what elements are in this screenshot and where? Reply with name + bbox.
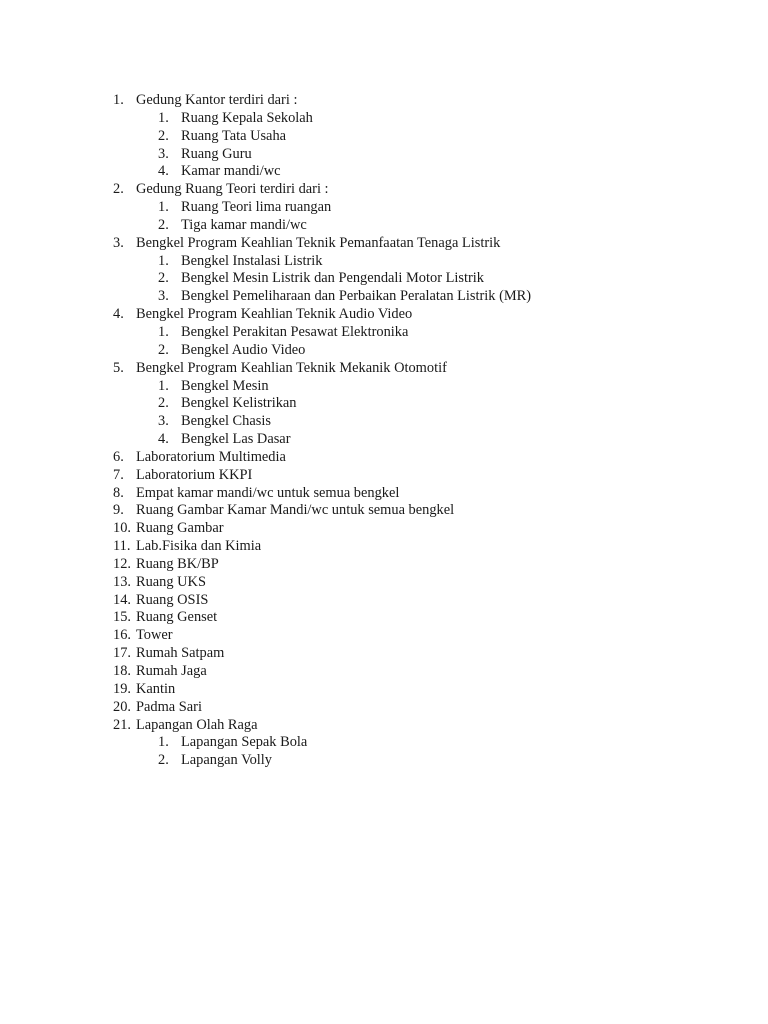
- list-number: 16.: [113, 627, 131, 644]
- list-item: [0, 306, 768, 324]
- sub-list-item: [0, 253, 768, 271]
- list-item-text: Bengkel Program Keahlian Teknik Audio Video: [136, 306, 413, 323]
- list-number: 18.: [113, 663, 131, 679]
- list-item-text: Ruang Genset: [136, 609, 218, 626]
- list-item-text: Lab.Fisika dan Kimia: [136, 538, 262, 555]
- sub-list-item: [0, 324, 768, 342]
- list-item-text: Bengkel Program Keahlian Teknik Mekanik Otomotif: [136, 359, 447, 376]
- list-item: [0, 681, 768, 699]
- list-number: 5.: [113, 359, 124, 376]
- list-item-text: Ruang Teori lima ruangan: [181, 199, 332, 216]
- list-item-text: Rumah Jaga: [136, 663, 207, 679]
- list-number: 10.: [113, 520, 131, 537]
- list-item-text: Ruang Guru: [181, 145, 252, 162]
- list-number: 11.: [113, 538, 131, 555]
- list-number: 1.: [158, 109, 169, 126]
- list-number: 2.: [158, 341, 169, 358]
- list-item: [0, 485, 768, 503]
- list-number: 1.: [158, 252, 169, 269]
- list-number: 15.: [113, 609, 131, 626]
- sub-list-item: [0, 413, 768, 431]
- list-item: [0, 556, 768, 574]
- sub-list-item: [0, 431, 768, 449]
- list-item-text: Bengkel Instalasi Listrik: [181, 252, 323, 269]
- list-number: 2.: [158, 395, 169, 412]
- sub-list-item: [0, 342, 768, 360]
- sub-list-item: [0, 395, 768, 413]
- list-item: [0, 467, 768, 485]
- list-item-text: Tiga kamar mandi/wc: [181, 216, 307, 233]
- list-item: [0, 663, 768, 681]
- list-item-text: Bengkel Audio Video: [181, 341, 306, 358]
- list-item: [0, 235, 768, 253]
- list-number: 3.: [158, 145, 169, 162]
- document-page: [0, 92, 768, 770]
- list-number: 8.: [113, 484, 124, 501]
- list-number: 3.: [113, 234, 124, 251]
- sub-list-item: [0, 163, 768, 181]
- list-item: [0, 645, 768, 663]
- list-item-text: Bengkel Chasis: [181, 413, 271, 430]
- list-item-text: Laboratorium Multimedia: [136, 448, 286, 465]
- sub-list-item: [0, 288, 768, 306]
- list-number: 17.: [113, 645, 131, 662]
- list-item: [0, 699, 768, 717]
- list-number: 1.: [113, 92, 124, 108]
- facility-list: [0, 92, 768, 770]
- list-item: [0, 92, 768, 110]
- list-number: 20.: [113, 698, 131, 715]
- list-number: 19.: [113, 680, 131, 697]
- list-item-text: Ruang BK/BP: [136, 555, 219, 572]
- list-item: [0, 574, 768, 592]
- sub-list-item: [0, 146, 768, 164]
- list-number: 14.: [113, 591, 131, 608]
- list-item: [0, 627, 768, 645]
- list-item-text: Bengkel Perakitan Pesawat Elektronika: [181, 323, 409, 340]
- list-item: [0, 360, 768, 378]
- list-number: 2.: [158, 270, 169, 287]
- sub-list-item: [0, 128, 768, 146]
- list-item-text: Ruang UKS: [136, 573, 206, 590]
- sub-list-item: [0, 199, 768, 217]
- list-item-text: Rumah Satpam: [136, 645, 225, 662]
- list-item-text: Gedung Ruang Teori terdiri dari :: [136, 181, 329, 198]
- sub-list-item: [0, 270, 768, 288]
- list-item-text: Lapangan Volly: [181, 752, 272, 769]
- list-number: 2.: [158, 752, 169, 769]
- list-item-text: Bengkel Las Dasar: [181, 431, 291, 448]
- sub-list-item: [0, 110, 768, 128]
- list-item-text: Ruang Tata Usaha: [181, 127, 287, 144]
- list-item-text: Empat kamar mandi/wc untuk semua bengkel: [136, 484, 400, 501]
- list-item-text: Ruang Gambar Kamar Mandi/wc untuk semua bengkel: [136, 502, 455, 519]
- list-item-text: Kamar mandi/wc: [181, 163, 281, 180]
- list-item-text: Bengkel Kelistrikan: [181, 395, 297, 412]
- sub-list-item: [0, 752, 768, 770]
- sub-list-item: [0, 734, 768, 752]
- list-number: 4.: [158, 431, 169, 448]
- list-item: [0, 717, 768, 735]
- list-number: 12.: [113, 555, 131, 572]
- list-number: 4.: [158, 163, 169, 180]
- list-item-text: Ruang Kepala Sekolah: [181, 109, 313, 126]
- list-number: 3.: [158, 413, 169, 430]
- list-number: 1.: [158, 323, 169, 340]
- list-item: [0, 592, 768, 610]
- list-number: 13.: [113, 573, 131, 590]
- list-number: 1.: [158, 199, 169, 216]
- list-number: 9.: [113, 502, 124, 519]
- sub-list-item: [0, 217, 768, 235]
- list-item-text: Tower: [136, 627, 173, 644]
- list-item-text: Ruang OSIS: [136, 591, 209, 608]
- list-number: 4.: [113, 306, 124, 323]
- list-number: 1.: [158, 734, 169, 751]
- list-item-text: Ruang Gambar: [136, 520, 224, 537]
- list-number: 6.: [113, 448, 124, 465]
- list-number: 3.: [158, 288, 169, 305]
- list-item-text: Bengkel Mesin Listrik dan Pengendali Motor Listrik: [181, 270, 484, 287]
- list-item: [0, 449, 768, 467]
- list-number: 7.: [113, 466, 124, 483]
- list-item-text: Gedung Kantor terdiri dari :: [136, 92, 298, 108]
- list-item-text: Bengkel Pemeliharaan dan Perbaikan Peralatan Listrik (MR): [181, 288, 532, 305]
- list-item: [0, 181, 768, 199]
- list-item-text: Laboratorium KKPI: [136, 466, 253, 483]
- list-item-text: Padma Sari: [136, 698, 202, 715]
- list-item: [0, 502, 768, 520]
- list-item: [0, 538, 768, 556]
- list-number: 21.: [113, 716, 131, 733]
- list-number: 2.: [158, 216, 169, 233]
- list-number: 2.: [158, 127, 169, 144]
- list-item-text: Lapangan Olah Raga: [136, 716, 258, 733]
- list-item-text: Lapangan Sepak Bola: [181, 734, 308, 751]
- list-number: 1.: [158, 377, 169, 394]
- list-number: 2.: [113, 181, 124, 198]
- sub-list-item: [0, 378, 768, 396]
- list-item-text: Kantin: [136, 680, 176, 697]
- list-item-text: Bengkel Mesin: [181, 377, 269, 394]
- list-item-text: Bengkel Program Keahlian Teknik Pemanfaatan Tenaga Listrik: [136, 234, 501, 251]
- list-item: [0, 520, 768, 538]
- list-item: [0, 609, 768, 627]
